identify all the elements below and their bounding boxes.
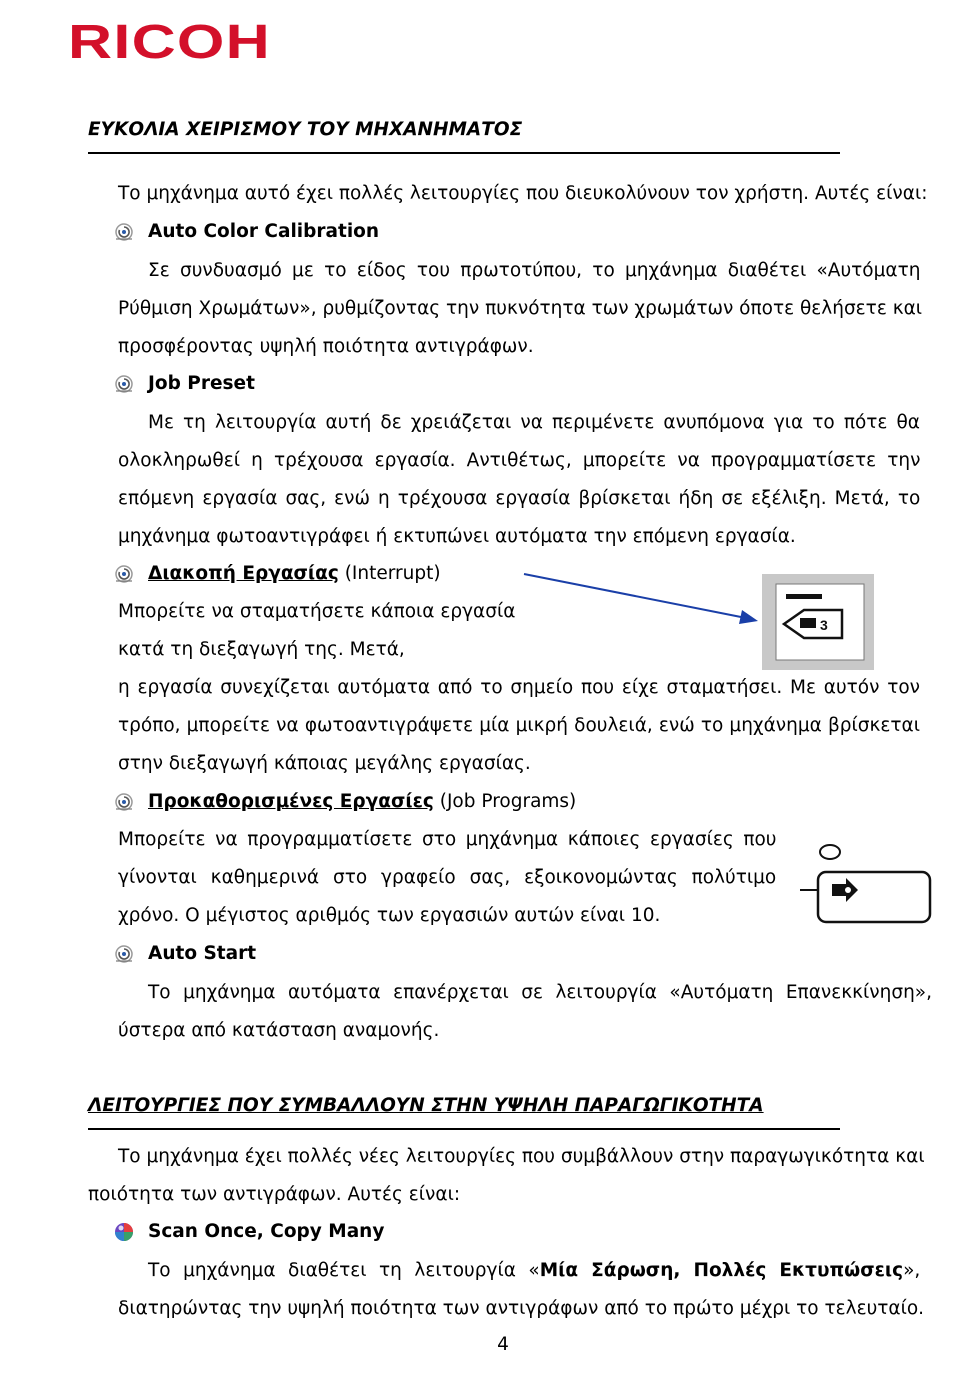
scan-once-pre: Το μηχάνημα διαθέτει τη λειτουργία «: [148, 1260, 540, 1281]
intro-paragraph: Το μηχάνημα αυτό έχει πολλές λειτουργίες που διευκολύνουν τον χρήστη. Αυτές είναι:: [118, 183, 928, 204]
spiral-bullet-icon: [113, 791, 135, 813]
productivity-intro-line-1: Το μηχάνημα έχει πολλές νέες λειτουργίες που συμβάλλουν στην παραγωγικότητα και: [118, 1146, 925, 1167]
job-programs-subtitle: (Job Programs): [439, 791, 577, 812]
scan-once-line-1: [148, 1260, 920, 1282]
interrupt-line-1: Μπορείτε να σταματήσετε κάποια εργασία: [118, 601, 516, 622]
scan-once-title: Scan Once, Copy Many: [148, 1221, 385, 1242]
interrupt-key-icon: [762, 574, 874, 670]
section-heading-ease-of-use: ΕΥΚΟΛΙΑ ΧΕΙΡΙΣΜΟΥ ΤΟΥ ΜΗΧΑΝΗΜΑΤΟΣ: [88, 119, 523, 140]
scan-once-post: »,: [903, 1260, 921, 1281]
job-programs-line-2: γίνονται καθημερινά στο γραφείο σας, εξοικονομώντας πολύτιμο: [118, 867, 777, 888]
interrupt-line-4: τρόπο, μπορείτε να φωτοαντιγράψετε μία μικρή δουλειά, ενώ το μηχάνημα βρίσκεται: [118, 715, 920, 736]
scan-once-line-1-text: [148, 1260, 920, 1282]
job-preset-line-2: ολοκληρωθεί η τρέχουσα εργασία. Αντιθέτως, μπορείτε να προγραμματίσετε την: [118, 450, 921, 471]
spiral-bullet-icon: [113, 943, 135, 965]
spiral-bullet-icon: [113, 373, 135, 395]
page-number: 4: [497, 1334, 509, 1355]
interrupt-line-3: η εργασία συνεχίζεται αυτόματα από το σημείο που είχε σταματήσει. Με αυτόν τον: [118, 677, 920, 698]
scan-once-line-2: διατηρώντας την υψηλή ποιότητα των αντιγράφων από το πρώτο μέχρι το τελευταίο.: [118, 1298, 925, 1319]
auto-start-line-2: ύστερα από κατάσταση αναμονής.: [118, 1020, 440, 1041]
auto-color-line-3: προσφέροντας υψηλή ποιότητα αντιγράφων.: [118, 336, 534, 357]
job-preset-line-3: επόμενη εργασία σας, ενώ η τρέχουσα εργασία βρίσκεται ήδη σε εξέλιξη. Μετά, το: [118, 488, 921, 509]
job-preset-title: Job Preset: [148, 373, 255, 394]
job-programs-title: Προκαθορισμένες Εργασίες: [148, 791, 434, 812]
job-preset-line-1: Με τη λειτουργία αυτή δε χρειάζεται να περιμένετε ανυπόμονα για το πότε θα: [148, 412, 920, 433]
section-rule: [88, 1128, 840, 1130]
interrupt-subtitle: (Interrupt): [344, 563, 441, 584]
productivity-intro-line-2: ποιότητα των αντιγράφων. Αυτές είναι:: [88, 1184, 461, 1205]
section-heading-productivity: ΛΕΙΤΟΥΡΓΙΕΣ ΠΟΥ ΣΥΜΒΑΛΛΟΥΝ ΣΤΗΝ ΥΨΗΛΗ ΠΑΡΑΓΩΓΙΚΟΤΗΤΑ: [88, 1095, 764, 1116]
auto-color-line-1: Σε συνδυασμό με το είδος του πρωτοτύπου, το μηχάνημα διαθέτει «Αυτόματη: [148, 260, 921, 281]
interrupt-title: Διακοπή Εργασίας: [148, 563, 339, 584]
job-programs-title-line: [148, 791, 576, 813]
interrupt-title-line: [148, 563, 441, 585]
section-rule: [88, 152, 840, 154]
job-programs-line-3: χρόνο. Ο μέγιστος αριθμός των εργασιών αυτών είναι 10.: [118, 905, 661, 926]
colorful-ball-bullet-icon: [113, 1221, 135, 1243]
ricoh-logo: [68, 18, 273, 62]
auto-color-line-2: Ρύθμιση Χρωμάτων», ρυθμίζοντας την πυκνότητα των χρωμάτων όποτε θελήσετε και: [118, 298, 923, 319]
auto-start-title: Auto Start: [148, 943, 257, 964]
pointer-arrow-icon: [520, 566, 760, 630]
job-preset-line-4: μηχάνημα φωτοαντιγράφει ή εκτυπώνει αυτόματα την επόμενη εργασία.: [118, 526, 796, 547]
interrupt-line-5: στην διεξαγωγή κάποιας μεγάλης εργασίας.: [118, 753, 531, 774]
svg-text:RICOH: RICOH: [68, 18, 271, 62]
auto-start-line-1: Το μηχάνημα αυτόματα επανέρχεται σε λειτουργία «Αυτόματη Επανεκκίνηση»,: [148, 982, 932, 1003]
spiral-bullet-icon: [113, 563, 135, 585]
spiral-bullet-icon: [113, 221, 135, 243]
interrupt-line-2: κατά τη διεξαγωγή της. Μετά,: [118, 639, 405, 660]
scan-once-bold: Μία Σάρωση, Πολλές Εκτυπώσεις: [539, 1260, 904, 1281]
job-programs-line-1: Μπορείτε να προγραμματίσετε στο μηχάνημα κάποιες εργασίες που: [118, 829, 777, 850]
auto-color-title: Auto Color Calibration: [148, 221, 380, 242]
svg-text:3: 3: [820, 617, 828, 633]
job-program-key-icon: [790, 832, 938, 936]
